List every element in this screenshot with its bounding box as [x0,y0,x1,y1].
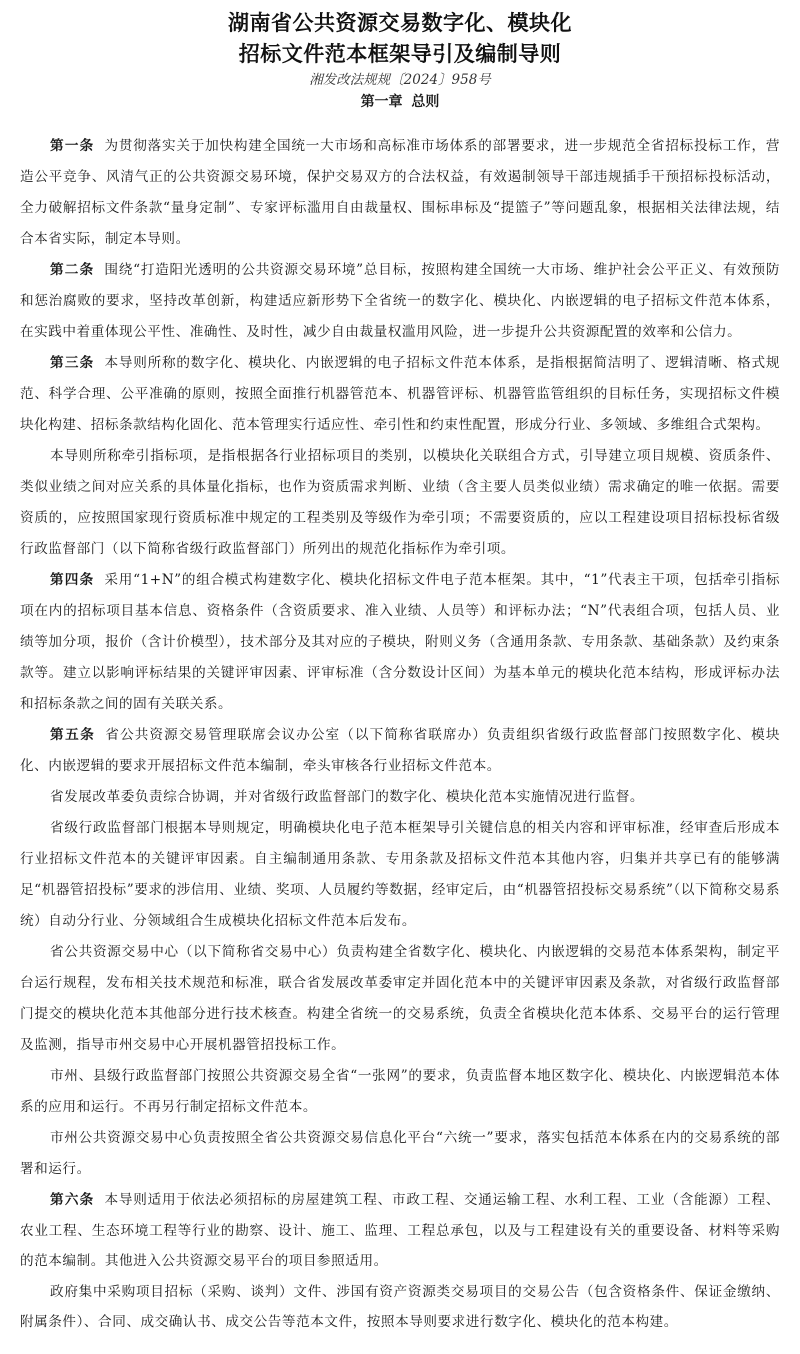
paragraph-city-county [20,1061,780,1123]
article-4 [20,565,780,720]
paragraph-ndrc [20,782,780,813]
paragraph-provincial-supervision [20,813,780,937]
article-6 [20,1185,780,1277]
paragraph-text: 市州、县级行政监督部门按照公共资源交易全省“一张网”的要求，负责监督本地区数字化、模块化、内嵌逻辑范本体系的应用和运行。不再另行制定招标文件范本。 [20,1068,780,1115]
paragraph-text: 本导则所称牵引指标项，是指根据各行业招标项目的类别，以模块化关联组合方式，引导建立项目规模、资质条件、类似业绩之间对应关系的具体量化指标，也作为资质需求判断、业绩（含主要人员类似业绩）需求确定的唯一依据。需要资质的，应按照国家现行资质标准中规定的工程类别及等级作为牵引项；不需要资质的，应以工程建设项目招标投标省级行政监督部门（以下简称省级行政监督部门）所列出的规范化指标作为牵引项。 [20,448,780,557]
article-label: 第四条 [50,572,95,588]
article-text: 采用“1+N”的组合模式构建数字化、模块化招标文件电子范本框架。其中，“1”代表主干项，包括牵引指标项在内的招标项目基本信息、资格条件（含资质要求、准入业绩、人员等）和评标办法；“N”代表组合项，包括人员、业绩等加分项，报价（含计价模型），技术部分及其对应的子模块，附则义务（含通用条款、专用条款、基础条款）及约束条款等。建立以影响评标结果的关键评审因素、评审标准（含分数设计区间）为基本单元的模块化范本结构，形成评标办法和招标条款之间的固有关联关系。 [20,572,780,712]
article-2 [20,255,780,348]
document-title-line2: 招标文件范本框架导引及编制导则 [238,42,562,66]
chapter-heading: 第一章 总则 [360,94,440,110]
article-1 [20,131,780,255]
article-5 [20,720,780,782]
article-label: 第一条 [50,138,95,154]
article-label: 第六条 [50,1192,95,1208]
article-3 [20,348,780,441]
article-label: 第三条 [50,355,95,371]
article-text: 为贯彻落实关于加快构建全国统一大市场和高标准市场体系的部署要求，进一步规范全省招标投标工作，营造公平竞争、风清气正的公共资源交易环境，保护交易双方的合法权益，有效遏制领导干部违规插手干预招标投标活动，全力破解招标文件条款“量身定制”、专家评标滥用自由裁量权、围标串标及“提篮子”等问题乱象，根据相关法律法规，结合本省实际，制定本导则。 [20,138,780,247]
document-body [20,131,780,1338]
paragraph-text: 省发展改革委负责综合协调，并对省级行政监督部门的数字化、模块化范本实施情况进行监督。 [50,789,645,805]
paragraph-text: 省级行政监督部门根据本导则规定，明确模块化电子范本框架导引关键信息的相关内容和评审标准，经审查后形成本行业招标文件范本的关键评审因素。自主编制通用条款、专用条款及招标文件范本其他内容，归集并共享已有的能够满足“机器管招投标”要求的涉信用、业绩、奖项、人员履约等数据，经审定后，由“机器管招投标交易系统”（以下简称交易系统）自动分行业、分领域组合生成模块化招标文件范本后发布。 [20,820,780,929]
article-text: 本导则所称的数字化、模块化、内嵌逻辑的电子招标文件范本体系，是指根据简洁明了、逻辑清晰、格式规范、科学合理、公平准确的原则，按照全面推行机器管范本、机器管评标、机器管监管组织的目标任务，实现招标文件模块化构建、招标条款结构化固化、范本管理实行适应性、牵引性和约束性配置，形成分行业、多领域、多维组合式架构。 [20,355,780,433]
paragraph-trading-center [20,937,780,1061]
paragraph-text: 市州公共资源交易中心负责按照全省公共资源交易信息化平台“六统一”要求，落实包括范本体系在内的交易系统的部署和运行。 [20,1130,780,1177]
document-number: 湘发改法规规〔2024〕958号 [309,72,491,88]
paragraph-traction-indicator [20,441,780,565]
article-label: 第五条 [50,727,96,743]
paragraph-city-trading-center [20,1123,780,1185]
article-text: 省公共资源交易管理联席会议办公室（以下简称省联席办）负责组织省级行政监督部门按照数字化、模块化、内嵌逻辑的要求开展招标文件范本编制，牵头审核各行业招标文件范本。 [20,727,781,774]
article-label: 第二条 [50,262,95,278]
paragraph-gov-procurement [20,1277,780,1338]
paragraph-text: 政府集中采购项目招标（采购、谈判）文件、涉国有资产资源类交易项目的交易公告（包含资格条件、保证金缴纳、附属条件）、合同、成交确认书、成交公告等范本文件，按照本导则要求进行数字化、模块化的范本构建。 [20,1283,780,1330]
article-text: 本导则适用于依法必须招标的房屋建筑工程、市政工程、交通运输工程、水利工程、工业（含能源）工程、农业工程、生态环境工程等行业的勘察、设计、施工、监理、工程总承包，以及与工程建设有关的重要设备、材料等采购的范本编制。其他进入公共资源交易平台的项目参照适用。 [20,1192,780,1269]
paragraph-text: 省公共资源交易中心（以下简称省交易中心）负责构建全省数字化、模块化、内嵌逻辑的交易范本体系架构，制定平台运行规程，发布相关技术规范和标准，联合省发展改革委审定并固化范本中的关键评审因素及条款，对省级行政监督部门提交的模块化范本其他部分进行技术核查。构建全省统一的交易系统，负责全省模块化范本体系、交易平台的运行管理及监测，指导市州交易中心开展机器管招投标工作。 [20,944,780,1053]
document-title-line1: 湖南省公共资源交易数字化、模块化 [228,11,572,35]
article-text: 围绕“打造阳光透明的公共资源交易环境”总目标，按照构建全国统一大市场、维护社会公平正义、有效预防和惩治腐败的要求，坚持改革创新，构建适应新形势下全省统一的数字化、模块化、内嵌逻辑的电子招标文件范本体系，在实践中着重体现公平性、准确性、及时性，减少自由裁量权滥用风险，进一步提升公共资源配置的效率和公信力。 [20,262,781,340]
